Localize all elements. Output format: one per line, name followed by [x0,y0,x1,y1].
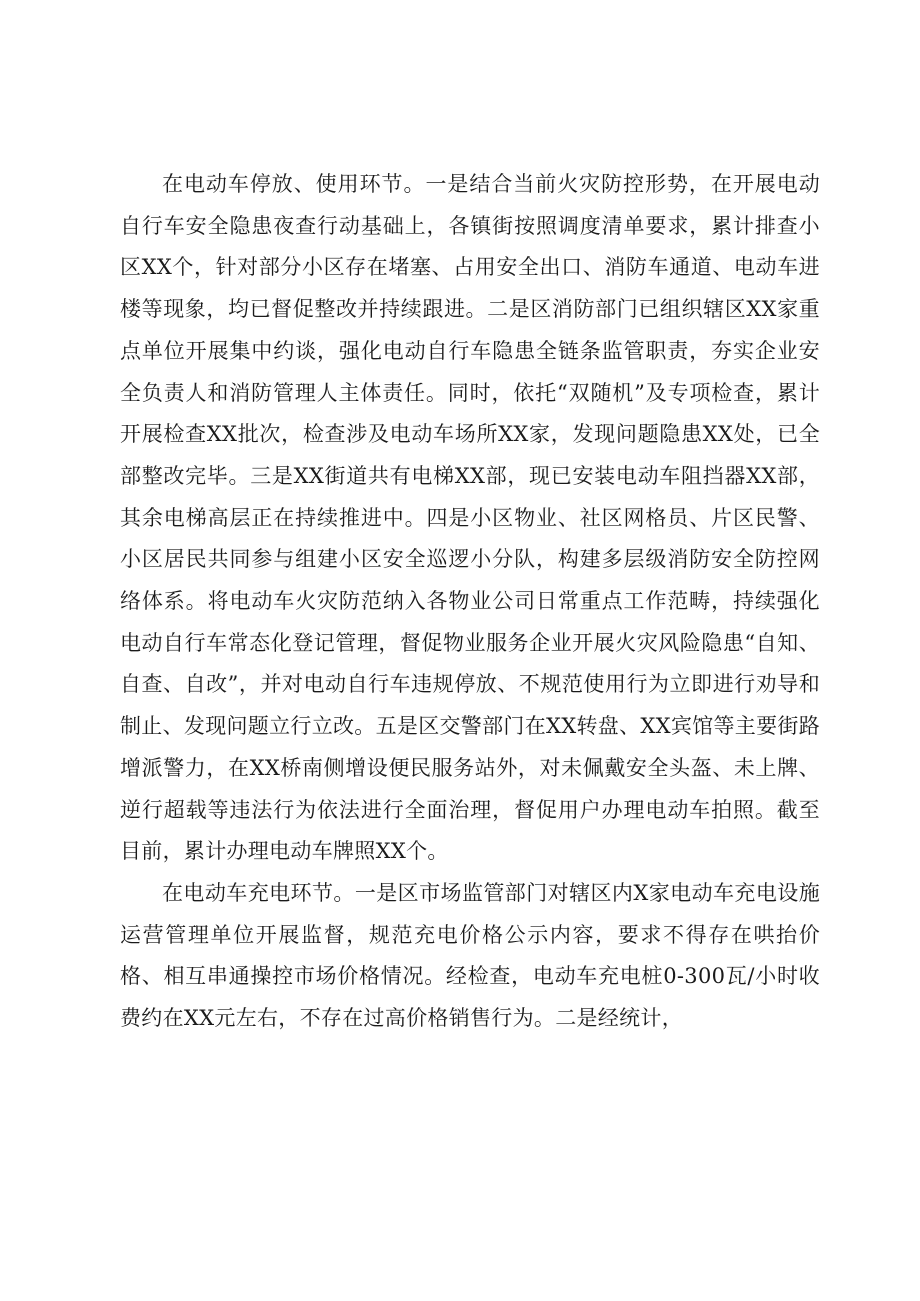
paragraph-parking-usage: 在电动车停放、使用环节。一是结合当前火灾防控形势，在开展电动自行车安全隐患夜查行动基础上，各镇街按照调度清单要求，累计排查小区XX个，针对部分小区存在堵塞、占用安全出口、消防车通道、电动车进楼等现象，均已督促整改并持续跟进。二是区消防部门已组织辖区XX家重点单位开展集中约谈，强化电动自行车隐患全链条监管职责，夯实企业安全负责人和消防管理人主体责任。同时，依托“双随机”及专项检查，累计开展检查XX批次，检查涉及电动车场所XX家，发现问题隐患XX处，已全部整改完毕。三是XX街道共有电梯XX部，现已安装电动车阻挡器XX部，其余电梯高层正在持续推进中。四是小区物业、社区网格员、片区民警、小区居民共同参与组建小区安全巡逻小分队，构建多层级消防安全防控网络体系。将电动车火灾防范纳入各物业公司日常重点工作范畴，持续强化电动自行车常态化登记管理，督促物业服务企业开展火灾风险隐患“自知、自查、自改”，并对电动自行车违规停放、不规范使用行为立即进行劝导和制止、发现问题立行立改。五是区交警部门在XX转盘、XX宾馆等主要街路增派警力，在XX桥南侧增设便民服务站外，对未佩戴安全头盔、未上牌、逆行超载等违法行为依法进行全面治理，督促用户办理电动车拍照。截至目前，累计办理电动车牌照XX个。 [120,172,820,864]
paragraph-charging: 在电动车充电环节。一是区市场监管部门对辖区内X家电动车充电设施运营管理单位开展监督，规范充电价格公示内容，要求不得存在哄抬价格、相互串通操控市场价格情况。经检查，电动车充电桩0-300瓦/小时收费约在XX元左右，不存在过高价格销售行为。二是经统计， [120,880,820,1031]
document-body [120,164,820,1040]
